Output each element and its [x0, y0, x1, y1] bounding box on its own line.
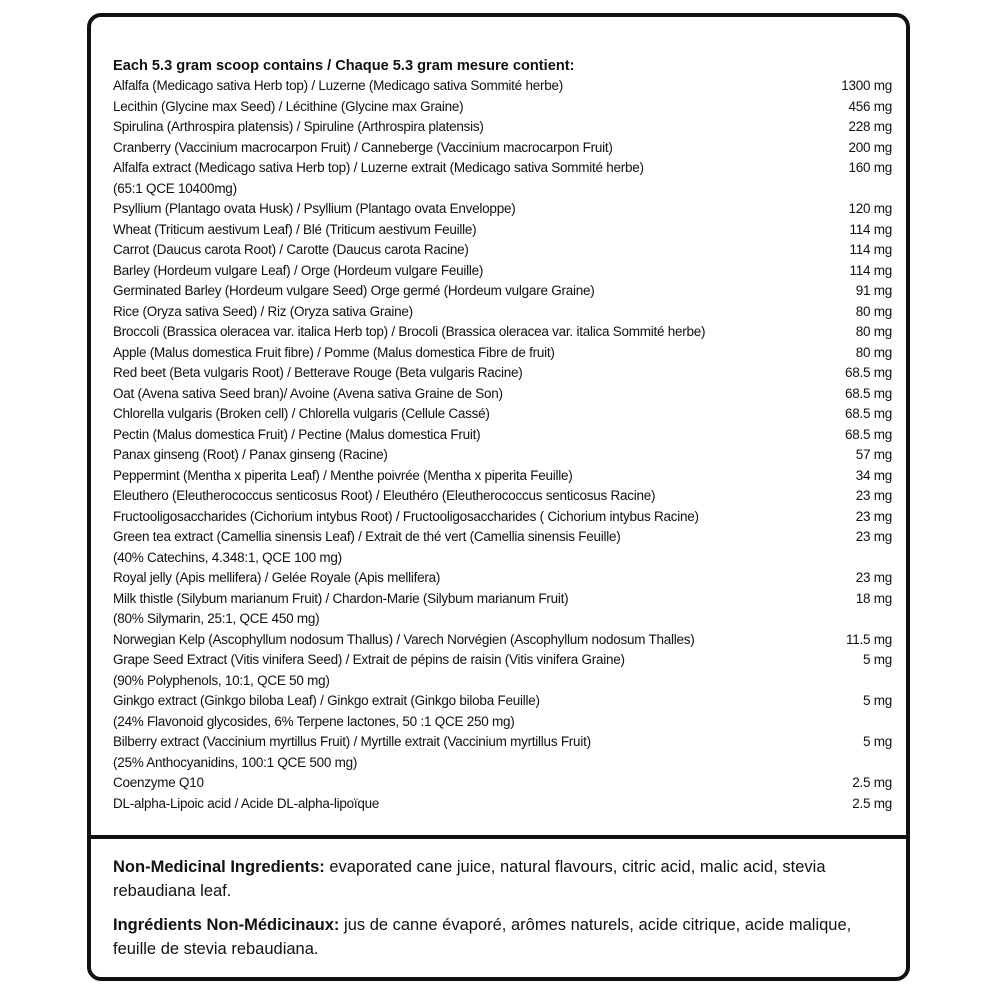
ingredient-amount: 23 mg	[855, 529, 892, 544]
medicinal-ingredients-section	[113, 57, 892, 814]
ingredient-row	[113, 220, 892, 241]
ingredient-amount: 114 mg	[849, 221, 892, 237]
ingredient-amount: 34 mg	[855, 467, 892, 483]
serving-header: Each 5.3 gram scoop contains / Chaque 5.3 gram mesure contient:	[113, 58, 575, 74]
ingredient-amount: 120 mg	[848, 201, 892, 216]
ingredient-name: DL-alpha-Lipoic acid / Acide DL-alpha-lipoïque	[113, 795, 380, 811]
ingredient-row	[113, 281, 892, 302]
ingredient-row	[113, 199, 892, 220]
ingredient-amount: 68.5 mg	[844, 426, 892, 442]
ingredient-amount: 80 mg	[855, 324, 892, 339]
ingredient-amount: 91 mg	[855, 283, 892, 298]
ingredient-amount: 23 mg	[855, 488, 892, 503]
ingredient-list	[113, 76, 892, 814]
ingredient-row	[113, 158, 892, 199]
ingredient-row	[113, 97, 892, 118]
ingredient-row	[113, 343, 892, 364]
ingredient-name: Alfalfa (Medicago sativa Herb top) / Luzerne (Medicago sativa Sommité herbe)	[113, 78, 563, 93]
ingredient-name: Green tea extract (Camellia sinensis Leaf) / Extrait de thé vert (Camellia sinensis Feuille) (40% Catechins, 4.348:1, QCE 100 mg)	[113, 529, 621, 565]
ingredient-row	[113, 138, 892, 159]
ingredient-amount: 18 mg	[855, 590, 892, 606]
ingredient-name: Coenzyme Q10	[113, 775, 204, 790]
ingredient-amount: 5 mg	[862, 734, 892, 749]
ingredient-amount: 5 mg	[862, 652, 892, 667]
ingredient-amount: 68.5 mg	[844, 365, 892, 380]
ingredient-row	[113, 507, 892, 528]
ingredient-row	[113, 425, 892, 446]
ingredient-name: Grape Seed Extract (Vitis vinifera Seed) / Extrait de pépins de raisin (Vitis vinifera Graine) (90% Polyphenols, 10:1, QCE 50 mg)	[113, 652, 625, 688]
ingredient-name: Bilberry extract (Vaccinium myrtillus Fruit) / Myrtille extrait (Vaccinium myrtillus Fruit) (25% Anthocyanidins, 100:1 QCE 500 mg)	[113, 734, 591, 770]
ingredient-name: Milk thistle (Silybum marianum Fruit) / Chardon-Marie (Silybum marianum Fruit) (80% Silymarin, 25:1, QCE 450 mg)	[113, 590, 569, 626]
ingredient-amount: 11.5 mg	[845, 631, 892, 647]
ingredient-name: Peppermint (Mentha x piperita Leaf) / Menthe poivrée (Mentha x piperita Feuille)	[113, 467, 573, 483]
ingredient-name: Wheat (Triticum aestivum Leaf) / Blé (Triticum aestivum Feuille)	[113, 221, 477, 237]
ingredient-row	[113, 630, 892, 651]
ingredient-amount: 228 mg	[848, 119, 892, 134]
ingredient-amount: 114 mg	[849, 242, 892, 257]
ingredient-amount: 80 mg	[855, 344, 892, 360]
non-medicinal-fr-text: jus de canne évaporé, arômes naturels, acide citrique, acide malique, feuille de stevia rebaudiana.	[113, 916, 852, 958]
ingredient-row	[113, 322, 892, 343]
ingredient-name: Germinated Barley (Hordeum vulgare Seed) Orge germé (Hordeum vulgare Graine)	[113, 283, 595, 298]
ingredient-name: Oat (Avena sativa Seed bran)/ Avoine (Avena sativa Graine de Son)	[113, 385, 503, 401]
supplement-facts-panel	[87, 13, 910, 981]
ingredient-row	[113, 773, 892, 794]
non-medicinal-en-text: evaporated cane juice, natural flavours, citric acid, malic acid, stevia rebaudiana leaf.	[113, 858, 826, 900]
ingredient-row	[113, 794, 892, 815]
non-medicinal-fr-heading: Ingrédients Non-Médicinaux:	[113, 916, 340, 934]
ingredient-row	[113, 445, 892, 466]
ingredient-amount: 200 mg	[848, 139, 892, 155]
ingredient-row	[113, 691, 892, 732]
ingredient-row	[113, 650, 892, 691]
ingredient-amount: 114 mg	[849, 262, 892, 278]
ingredient-row	[113, 732, 892, 773]
ingredient-amount: 2.5 mg	[852, 775, 892, 790]
ingredient-row	[113, 568, 892, 589]
ingredient-amount: 23 mg	[855, 570, 892, 585]
ingredient-amount: 456 mg	[848, 98, 892, 114]
ingredient-row	[113, 363, 892, 384]
ingredient-row	[113, 384, 892, 405]
ingredient-amount: 68.5 mg	[844, 406, 892, 421]
non-medicinal-en	[113, 855, 886, 903]
ingredient-row	[113, 466, 892, 487]
ingredient-name: Alfalfa extract (Medicago sativa Herb top) / Luzerne extrait (Medicago sativa Sommité herbe) (65:1 QCE 10400mg)	[113, 160, 644, 196]
ingredient-name: Lecithin (Glycine max Seed) / Lécithine (Glycine max Graine)	[113, 98, 464, 114]
ingredient-row	[113, 76, 892, 97]
ingredient-amount: 160 mg	[848, 160, 892, 175]
ingredient-name: Ginkgo extract (Ginkgo biloba Leaf) / Ginkgo extrait (Ginkgo biloba Feuille) (24% Flavonoid glycosides, 6% Terpene lactones, 50 :1 QCE 250 mg)	[113, 693, 540, 729]
non-medicinal-fr	[113, 913, 886, 961]
ingredient-amount: 68.5 mg	[844, 385, 892, 401]
ingredient-amount: 23 mg	[855, 508, 892, 524]
ingredient-amount: 80 mg	[855, 303, 892, 319]
ingredient-name: Norwegian Kelp (Ascophyllum nodosum Thallus) / Varech Norvégien (Ascophyllum nodosum Thalles)	[113, 631, 695, 647]
ingredient-name: Rice (Oryza sativa Seed) / Riz (Oryza sativa Graine)	[113, 303, 413, 319]
ingredient-name: Apple (Malus domestica Fruit fibre) / Pomme (Malus domestica Fibre de fruit)	[113, 344, 555, 360]
ingredient-row	[113, 261, 892, 282]
ingredient-name: Broccoli (Brassica oleracea var. italica Herb top) / Brocoli (Brassica oleracea var. italica Sommité herbe)	[113, 324, 706, 339]
ingredient-amount: 1300 mg	[841, 78, 892, 93]
ingredient-amount: 57 mg	[855, 447, 892, 462]
ingredient-name: Royal jelly (Apis mellifera) / Gelée Royale (Apis mellifera)	[113, 570, 441, 585]
ingredient-name: Pectin (Malus domestica Fruit) / Pectine (Malus domestica Fruit)	[113, 426, 481, 442]
ingredient-name: Fructooligosaccharides (Cichorium intybus Root) / Fructooligosaccharides ( Cichorium intybus Racine)	[113, 508, 699, 524]
ingredient-row	[113, 240, 892, 261]
ingredient-name: Chlorella vulgaris (Broken cell) / Chlorella vulgaris (Cellule Cassé)	[113, 406, 490, 421]
ingredient-amount: 2.5 mg	[852, 795, 892, 811]
ingredient-name: Carrot (Daucus carota Root) / Carotte (Daucus carota Racine)	[113, 242, 469, 257]
ingredient-amount: 5 mg	[862, 693, 892, 708]
non-medicinal-en-heading: Non-Medicinal Ingredients:	[113, 858, 325, 876]
ingredient-row	[113, 302, 892, 323]
ingredient-name: Cranberry (Vaccinium macrocarpon Fruit) / Canneberge (Vaccinium macrocarpon Fruit)	[113, 139, 613, 155]
ingredient-name: Eleuthero (Eleutherococcus senticosus Root) / Eleuthéro (Eleutherococcus senticosus Racine)	[113, 488, 656, 503]
ingredient-row	[113, 117, 892, 138]
ingredient-name: Spirulina (Arthrospira platensis) / Spiruline (Arthrospira platensis)	[113, 119, 484, 134]
ingredient-row	[113, 527, 892, 568]
section-divider	[91, 835, 906, 839]
ingredient-row	[113, 589, 892, 630]
ingredient-row	[113, 486, 892, 507]
non-medicinal-section	[113, 855, 886, 971]
ingredient-name: Red beet (Beta vulgaris Root) / Betterave Rouge (Beta vulgaris Racine)	[113, 365, 523, 380]
ingredient-row	[113, 404, 892, 425]
ingredient-name: Psyllium (Plantago ovata Husk) / Psyllium (Plantago ovata Enveloppe)	[113, 201, 516, 216]
ingredient-name: Panax ginseng (Root) / Panax ginseng (Racine)	[113, 447, 388, 462]
ingredient-name: Barley (Hordeum vulgare Leaf) / Orge (Hordeum vulgare Feuille)	[113, 262, 484, 278]
